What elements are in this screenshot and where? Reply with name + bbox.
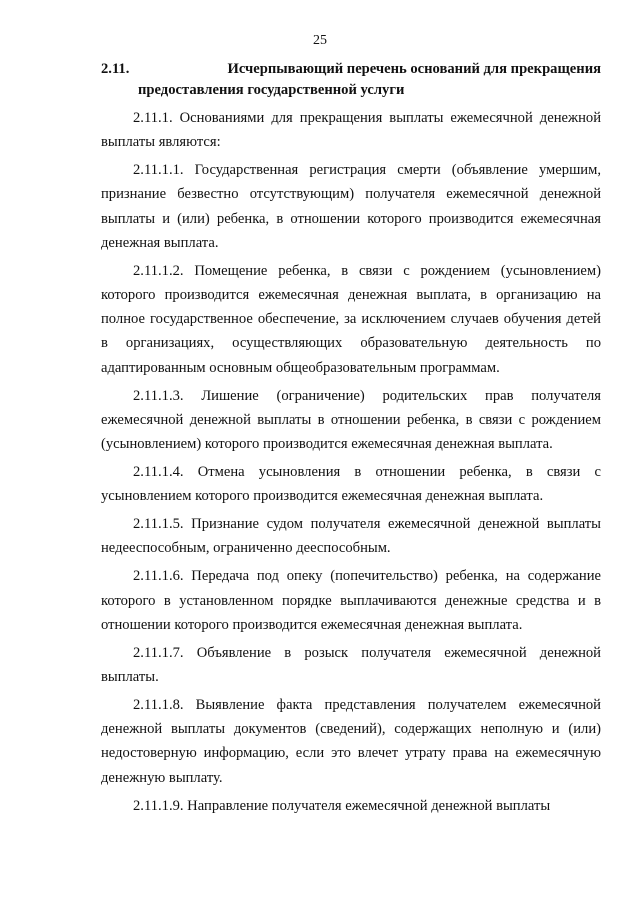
section-heading-line-1 xyxy=(101,59,601,80)
section-title-line-1: Исчерпывающий перечень оснований для прекращения xyxy=(227,61,601,77)
paragraph-2-11-1-8: 2.11.1.8. Выявление факта представления получателем ежемесячной денежной выплаты документов (сведений), содержащих неполную и (или) недостоверную информацию, если это влечет утрату права на ежемесячную денежную выплату. xyxy=(101,697,601,786)
paragraph-2-11-1-2: 2.11.1.2. Помещение ребенка, в связи с рождением (усыновлением) которого производится ежемесячная денежная выплата, в организацию на полное государственное обеспечение, за исключением случаев обучения детей в организациях, осуществляющих образовательную деятельность по адаптированным основным общеобразовательным программам. xyxy=(101,262,601,376)
paragraph-2-11-1-3: 2.11.1.3. Лишение (ограничение) родительских прав получателя ежемесячной денежной выплаты в отношении ребенка, в связи с рождением (усыновлением) которого производится ежемесячная денежная выплата. xyxy=(101,387,601,453)
page-number: 25 xyxy=(313,33,327,48)
paragraph-2-11-1-5: 2.11.1.5. Признание судом получателя ежемесячной денежной выплаты недееспособным, ограниченно дееспособным. xyxy=(101,516,601,557)
section-title-line-2: предоставления государственной услуги xyxy=(138,82,405,98)
paragraph-2-11-1-4: 2.11.1.4. Отмена усыновления в отношении ребенка, в связи с усыновлением которого производится ежемесячная денежная выплата. xyxy=(101,464,601,505)
paragraph-2-11-1-7: 2.11.1.7. Объявление в розыск получателя ежемесячной денежной выплаты. xyxy=(101,644,601,686)
section-body xyxy=(101,106,601,822)
section-number: 2.11. xyxy=(101,61,130,77)
section-heading xyxy=(101,59,601,101)
paragraph-2-11-1-1: 2.11.1.1. Государственная регистрация смерти (объявление умершим, признание безвестно отсутствующим) получателя ежемесячной денежной выплаты и (или) ребенка, в отношении которого производится ежемесячная денежная выплата. xyxy=(101,162,601,251)
paragraph-2-11-1-6: 2.11.1.6. Передача под опеку (попечительство) ребенка, на содержание которого в установленном порядке выплачиваются денежные средства и в отношении которого производится ежемесячная денежная выплата. xyxy=(101,568,601,633)
paragraph-2-11-1-9: 2.11.1.9. Направление получателя ежемесячной денежной выплаты xyxy=(133,797,551,814)
paragraph-2-11-1: 2.11.1. Основаниями для прекращения выплаты ежемесячной денежной выплаты являются: xyxy=(101,110,601,151)
